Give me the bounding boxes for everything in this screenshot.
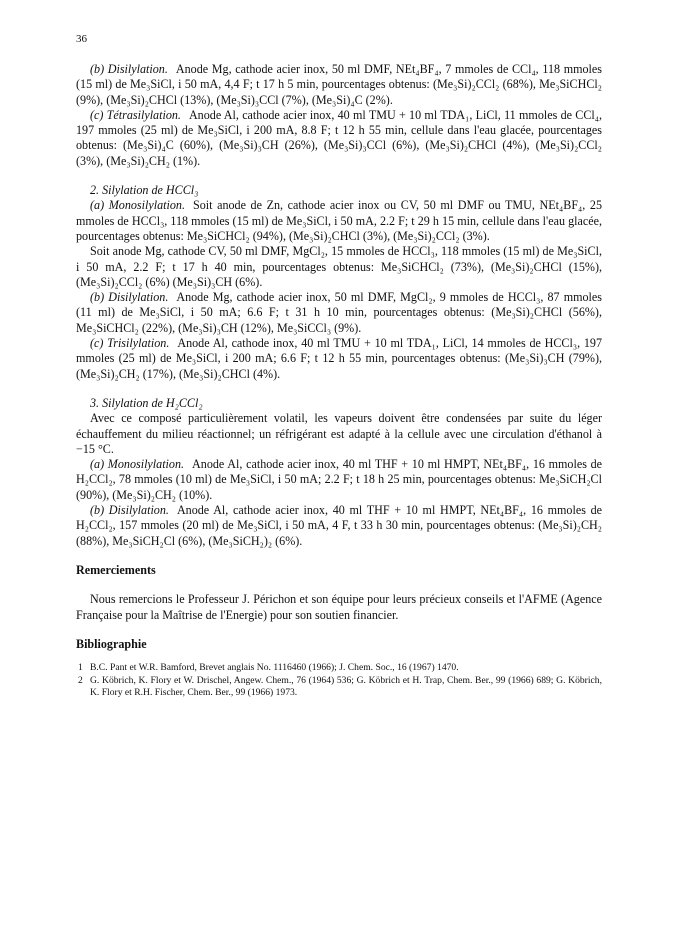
paragraph-lead: (b) Disilylation. [90,503,169,518]
paragraph-lead: (b) Disilylation. [90,62,168,76]
bibliography-heading: Bibliographie [76,636,147,651]
reference-item [76,675,602,700]
paragraph-trisilylation-hccl3 [76,336,602,382]
paragraph-text: Anode Al, cathode acier inox, 40 ml TMU + 10 ml TDA₁, LiCl, 11 mmoles de CCl₄, 197 mmoles (25 ml) de Me₃SiCl, i 200 mA, 8.8 F; t 12 h 55 min, cellule dans l'eau glacée, pourcentages obtenus: (Me₃Si)₄C (60%), (Me₃Si)₃CH (26%), (Me₃Si)₃CCl (6%), (Me₃Si)₂CHCl (4%), (Me₃Si)₂CCl₂ (3%), (Me₃Si)₂CH₂ (1%). [76,107,602,168]
paragraph-text: Anode Mg, cathode acier inox, 50 ml DMF, NEt₄BF₄, 7 mmoles de CCl₄, 118 mmoles (15 ml) de Me₃SiCl, i 50 mA, 4,4 F; t 17 h 5 min, pourcentages obtenus: (Me₃Si)₂CCl₂ (68%), Me₃SiCHCl₂ (9%), (Me₃Si)₂CHCl (13%), (Me₃Si)₃CCl (7%), (Me₃Si)₄C (2%). [76,62,602,107]
paragraph-text: Soit anode de Zn, cathode acier inox ou CV, 50 ml DMF ou TMU, NEt₄BF₄, 25 mmoles de HCCl₃, 118 mmoles (15 ml) de Me₃SiCl, i 50 mA, 2.2 F; t 29 h 15 min, cellule dans l'eau glacée, pourcentages obtenus: Me₃SiCHCl₂ (94%), (Me₃Si)₂CHCl (3%), (Me₃Si)₂CCl₂ (3%). [76,198,602,243]
paragraph-disilylation-ccl4 [76,62,602,108]
reference-text: B.C. Pant et W.R. Bamford, Brevet anglais No. 1116460 (1966); J. Chem. Soc., 16 (1967) 1470. [90,662,459,674]
paragraph-text: Soit anode Mg, cathode CV, 50 ml DMF, MgCl₂, 15 mmoles de HCCl₃, 118 mmoles (15 ml) de Me₃SiCl, i 50 mA, 2.2 F; t 17 h 40 min, pourcentages obtenus: Me₃SiCHCl₂ (73%), (Me₃Si)₂CHCl (15%), (Me₃Si)₂CCl₂ (6%) (Me₃Si)₃CH (6%). [76,244,602,289]
reference-item [76,662,602,675]
paragraph-text: Anode Mg, cathode acier inox, 50 ml DMF, MgCl₂, 9 mmoles de HCCl₃, 87 mmoles (11 ml) de Me₃SiCl, i 50 mA; 6.6 F; t 31 h 10 min, pourcentages obtenus: (Me₃Si)₂CHCl (56%), Me₃SiCHCl₂ (22%), (Me₃Si)₃CH (12%), Me₃SiCCl₃ (9%). [76,290,602,335]
acknowledgements-text: Nous remercions le Professeur J. Périchon et son équipe pour leurs précieux conseils et l'AFME (Agence Française pour la Maîtrise de l'Energie) pour son soutien financier. [76,592,602,622]
paragraph-lead: (c) Tétrasilylation. [90,107,181,122]
paragraph-tetrasilylation-ccl4 [76,108,602,169]
paragraph-monosilylation-h2ccl2 [76,457,602,503]
reference-text: G. Köbrich, K. Flory et W. Drischel, Angew. Chem., 76 (1964) 536; G. Köbrich et H. Trap, Chem. Ber., 99 (1966) 689; G. Köbrich, K. Flory et R.H. Fischer, Chem. Ber., 99 (1966) 1973. [90,674,602,699]
paragraph-mg-anode-hccl3 [76,244,602,290]
paragraph-lead: (c) Trisilylation. [90,336,170,351]
section-title-hccl3: 2. Silylation de HCCl₃ [90,183,199,198]
paragraph-disilylation-h2ccl2 [76,503,602,549]
paragraph-monosilylation-hccl3 [76,198,602,244]
paragraph-disilylation-hccl3 [76,290,602,336]
paragraph-lead: (a) Monosilylation. [90,457,185,472]
paragraph-volatile-note [76,411,602,457]
paragraph-lead: (b) Disilylation. [90,290,169,305]
acknowledgements-heading: Remerciements [76,562,156,577]
paragraph-lead: (a) Monosilylation. [90,198,185,213]
section-title-h2ccl2: 3. Silylation de H₂CCl₂ [90,395,203,410]
paragraph-text: Anode Al, cathode acier inox, 40 ml THF + 10 ml HMPT, NEt₄BF₄, 16 mmoles de H₂CCl₂, 78 mmoles (10 ml) de Me₃SiCl, i 50 mA; 2.2 F; t 18 h 25 min, pourcentages obtenus: Me₃SiCH₂Cl (90%), (Me₃Si)₂CH₂ (10%). [76,457,602,502]
paragraph-text: Anode Al, cathode inox, 40 ml TMU + 10 ml TDA₁, LiCl, 14 mmoles de HCCl₃, 197 mmoles (25 ml) de Me₃SiCl, i 200 mA; 6.6 F; t 12 h 55 min, pourcentages obtenus: (Me₃Si)₃CH (79%), (Me₃Si)₂CH₂ (17%), (Me₃Si)₂CHCl (4%). [76,336,602,381]
paragraph-text: Anode Al, cathode acier inox, 40 ml THF + 10 ml HMPT, NEt₄BF₄, 16 mmoles de H₂CCl₂, 157 mmoles (20 ml) de Me₃SiCl, i 50 mA, 4 F, t 33 h 30 min, pourcentages obtenus: (Me₃Si)₂CH₂ (88%), Me₃SiCH₂Cl (6%), (Me₃SiCH₂)₂ (6%). [76,503,603,548]
paragraph-text: Avec ce composé particulièrement volatil, les vapeurs doivent être condensées par suite du léger échauffement du milieu réactionnel; un réfrigérant est adapté à la cellule avec une circulation d'éthanol à −15 °C. [76,411,602,456]
reference-number: 1 [78,662,83,674]
reference-number: 2 [78,674,83,686]
page-number: 36 [76,33,87,45]
reference-list [76,662,602,700]
main-content [76,62,602,700]
